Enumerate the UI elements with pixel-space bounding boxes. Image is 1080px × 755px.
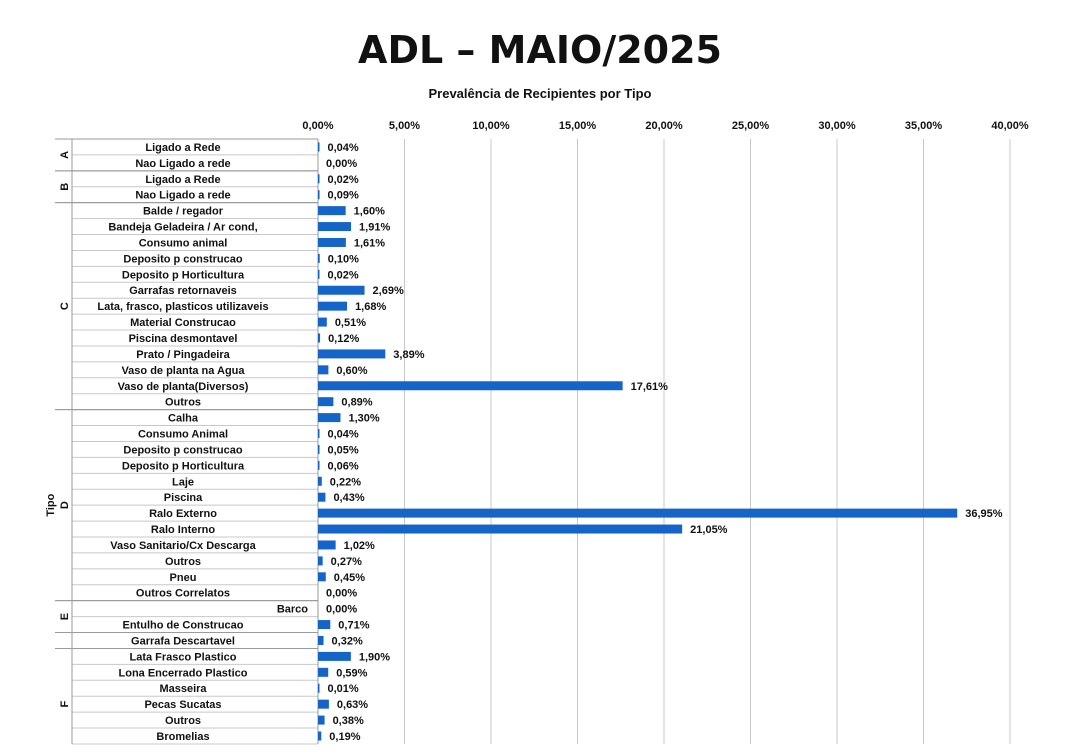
data-label: 0,43% <box>333 492 365 505</box>
group-label-e: E <box>59 612 71 621</box>
data-label: 0,09% <box>327 189 359 202</box>
group-label-d: D <box>59 501 71 510</box>
x-tick-label: 20,00% <box>645 120 683 132</box>
category-label: Vaso de planta(Diversos) <box>117 380 249 393</box>
category-label: Piscina desmontavel <box>128 333 238 345</box>
bar <box>318 572 326 581</box>
bar <box>318 540 336 549</box>
data-label: 0,27% <box>330 555 362 568</box>
bar <box>318 493 325 502</box>
data-label: 0,01% <box>327 683 359 696</box>
data-label: 0,06% <box>327 460 359 473</box>
x-tick-label: 10,00% <box>472 120 510 132</box>
bar <box>318 190 320 199</box>
category-label: Pneu <box>169 571 197 584</box>
category-label: Garrafa Descartavel <box>131 635 235 648</box>
category-label: Vaso Sanitario/Cx Descarga <box>110 539 256 552</box>
bar <box>318 365 328 374</box>
x-tick-label: 40,00% <box>991 120 1029 132</box>
data-label: 1,60% <box>353 205 385 218</box>
x-tick-label: 15,00% <box>558 120 597 132</box>
x-tick-label: 30,00% <box>818 120 856 132</box>
category-label: Lata, frasco, plasticos utilizaveis <box>97 301 269 314</box>
data-label: 0,10% <box>327 253 359 266</box>
bar <box>318 652 351 661</box>
data-label: 36,95% <box>965 508 1003 521</box>
bar <box>318 413 340 422</box>
data-label: 0,19% <box>329 731 361 743</box>
category-label: Ralo Externo <box>149 508 217 521</box>
category-label: Ralo Interno <box>150 524 216 537</box>
chart-title: ADL – MAIO/2025 <box>358 28 722 72</box>
category-label: Outros Correlatos <box>135 587 231 600</box>
bar <box>318 429 320 438</box>
bar <box>318 302 347 311</box>
data-label: 0,71% <box>338 619 370 632</box>
bar <box>318 668 328 677</box>
data-label: 1,02% <box>343 539 375 552</box>
bar <box>318 445 320 454</box>
bar <box>318 716 325 725</box>
bar <box>318 222 351 231</box>
data-label: 0,00% <box>326 587 358 600</box>
axis-title: Tipo <box>45 493 57 517</box>
data-label: 0,38% <box>332 715 364 728</box>
category-label: Ligado a Rede <box>145 173 221 186</box>
data-label: 0,45% <box>333 571 365 584</box>
bar <box>318 525 682 534</box>
bar <box>318 509 957 518</box>
x-tick-label: 5,00% <box>388 120 421 132</box>
bar <box>318 556 323 565</box>
data-label: 0,00% <box>326 157 358 170</box>
category-label: Deposito p Horticultura <box>121 460 245 473</box>
data-label: 17,61% <box>630 380 668 393</box>
category-label: Pecas Sucatas <box>144 699 222 712</box>
category-label: Prato / Pingadeira <box>136 348 230 361</box>
bar <box>318 349 385 358</box>
bar <box>318 286 365 295</box>
group-label-f: F <box>59 700 71 708</box>
bar <box>318 684 320 693</box>
bar <box>318 461 320 470</box>
data-label: 0,89% <box>341 396 373 409</box>
data-label: 1,68% <box>355 301 387 314</box>
data-label: 2,69% <box>372 285 404 298</box>
chart-subtitle: Prevalência de Recipientes por Tipo <box>428 86 652 101</box>
x-tick-label: 0,00% <box>302 120 334 132</box>
x-tick-label: 35,00% <box>904 120 943 132</box>
bar <box>318 397 333 406</box>
data-label: 3,89% <box>393 348 425 361</box>
category-label: Ligado a Rede <box>145 141 221 154</box>
bar <box>318 174 320 183</box>
category-label: Garrafas retornaveis <box>129 285 237 298</box>
category-label: Deposito p Horticultura <box>121 269 245 282</box>
category-label: Material Construcao <box>130 317 236 330</box>
bar <box>318 620 330 629</box>
data-label: 0,22% <box>329 476 362 489</box>
bar <box>318 732 321 741</box>
category-label: Barco <box>276 603 308 616</box>
data-label: 0,05% <box>327 444 359 457</box>
bar <box>318 318 327 327</box>
data-label: 0,00% <box>326 603 358 616</box>
data-label: 0,04% <box>327 428 359 441</box>
category-label: Calha <box>168 412 198 425</box>
bar <box>318 270 320 279</box>
data-label: 0,02% <box>327 269 359 282</box>
group-label-b: B <box>59 182 71 191</box>
group-label-a: A <box>59 150 71 159</box>
data-label: 0,12% <box>328 333 360 345</box>
data-label: 1,61% <box>353 237 386 250</box>
category-label: Nao Ligado a rede <box>135 157 231 170</box>
data-label: 0,63% <box>336 699 369 712</box>
bar <box>318 334 320 343</box>
category-label: Balde / regador <box>142 205 224 218</box>
data-label: 0,04% <box>327 141 359 154</box>
category-label: Outros <box>164 555 202 568</box>
category-label: Piscina <box>163 492 203 505</box>
data-label: 0,02% <box>327 173 359 186</box>
category-label: Outros <box>164 396 202 409</box>
category-label: Outros <box>164 715 202 728</box>
data-label: 1,30% <box>348 412 380 425</box>
bar <box>318 700 329 709</box>
category-label: Consumo animal <box>138 237 228 250</box>
data-label: 1,90% <box>358 651 391 664</box>
data-label: 0,51% <box>334 317 367 330</box>
category-label: Laje <box>171 476 195 489</box>
bar <box>318 142 320 151</box>
bar <box>318 238 346 247</box>
bar <box>318 477 322 486</box>
bar <box>318 206 346 215</box>
category-label: Lata Frasco Plastico <box>129 651 237 664</box>
bar <box>318 254 320 263</box>
category-label: Entulho de Construcao <box>122 619 244 632</box>
category-label: Nao Ligado a rede <box>135 189 231 202</box>
category-label: Deposito p construcao <box>123 444 243 457</box>
category-label: Bandeja Geladeira / Ar cond, <box>108 221 258 234</box>
data-label: 0,60% <box>336 364 368 377</box>
category-label: Bromelias <box>156 731 210 743</box>
data-label: 0,32% <box>331 635 363 648</box>
category-label: Masseira <box>159 683 207 696</box>
data-label: 1,91% <box>359 221 391 234</box>
category-label: Deposito p construcao <box>123 253 243 266</box>
category-label: Vaso de planta na Agua <box>121 364 245 377</box>
category-label: Lona Encerrado Plastico <box>118 667 248 680</box>
data-label: 21,05% <box>690 524 728 537</box>
category-label: Consumo Animal <box>137 428 229 441</box>
bar <box>318 636 324 645</box>
group-label-c: C <box>59 302 71 311</box>
data-label: 0,59% <box>336 667 368 680</box>
bar <box>318 381 623 390</box>
x-tick-label: 25,00% <box>731 120 770 132</box>
